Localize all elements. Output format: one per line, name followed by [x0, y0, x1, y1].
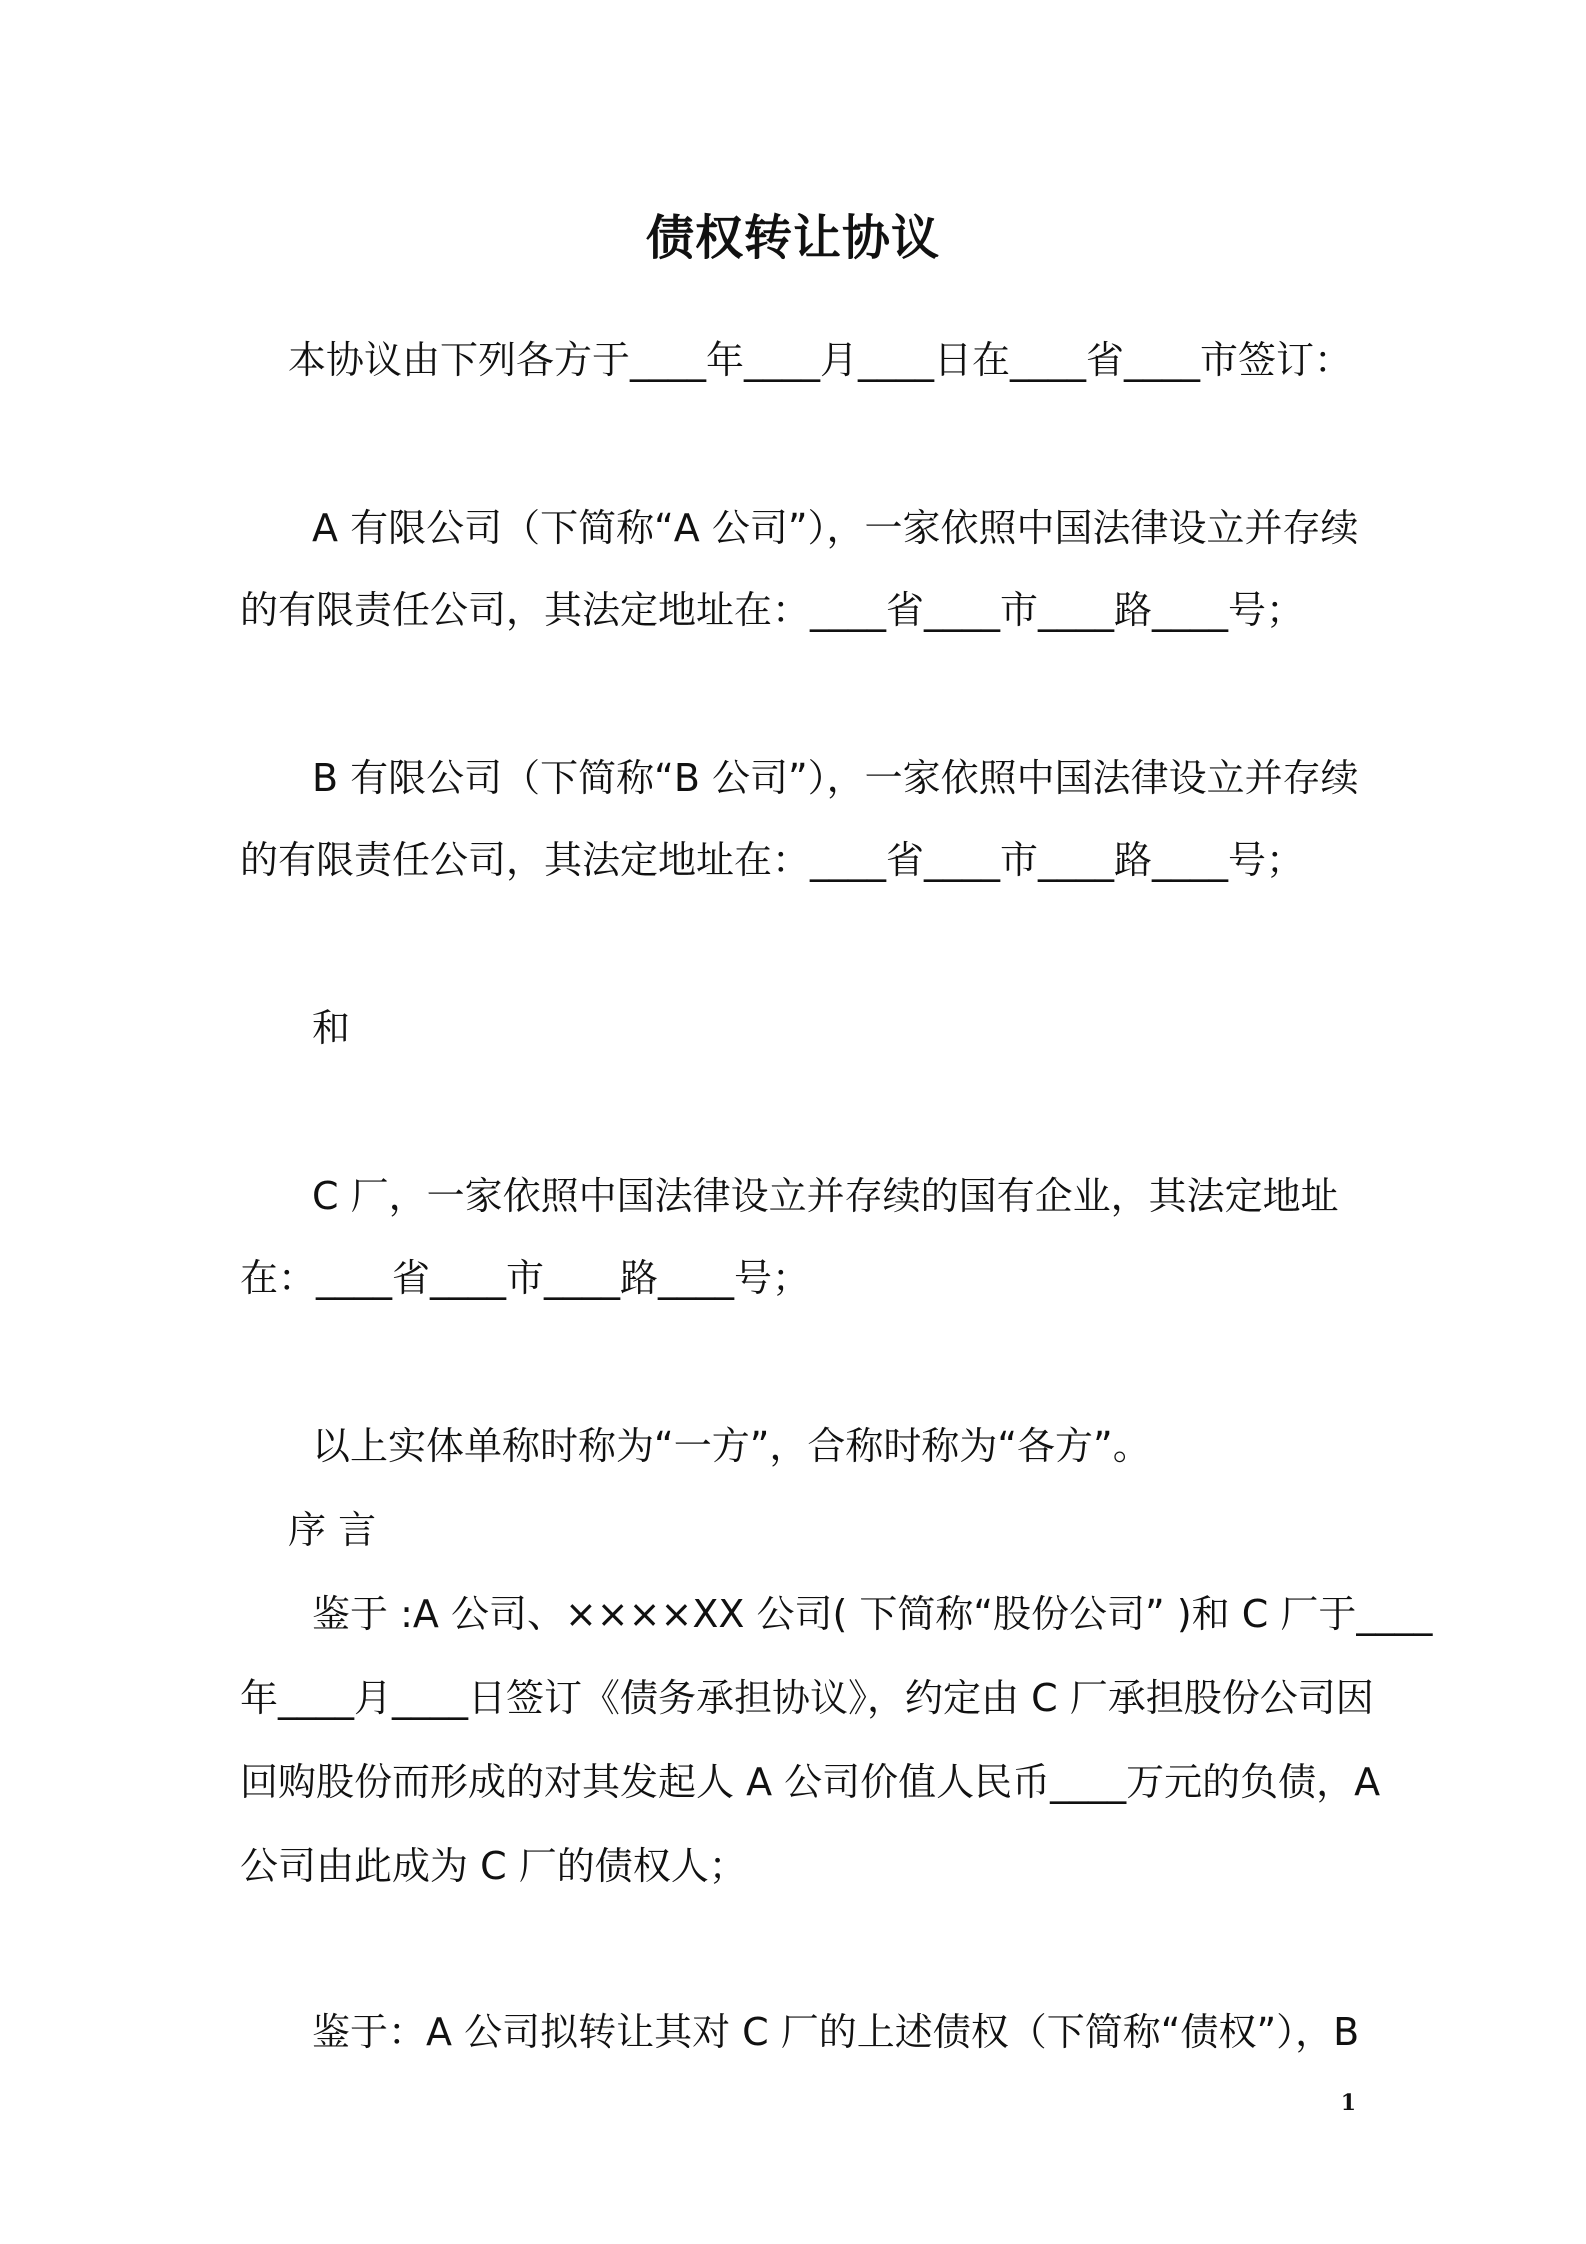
- whereas-1-line-4: 公司由此成为 C 厂的债权人；: [240, 1844, 747, 1888]
- party-a-line-2: 的有限责任公司，其法定地址在：____省____市____路____号；: [240, 588, 1305, 632]
- intro-line: 本协议由下列各方于____年____月____日在____省____市签订：: [288, 338, 1353, 382]
- party-a-line-1: A 有限公司（下简称“A 公司”），一家依照中国法律设立并存续: [312, 506, 1359, 550]
- conjunction-line: 和: [312, 1006, 351, 1050]
- party-b-line-2: 的有限责任公司，其法定地址在：____省____市____路____号；: [240, 838, 1305, 882]
- whereas-1-line-3: 回购股份而形成的对其发起人 A 公司价值人民币____万元的负债，A: [240, 1760, 1381, 1804]
- party-b-line-1: B 有限公司（下简称“B 公司”），一家依照中国法律设立并存续: [312, 756, 1359, 800]
- page-number: 1: [1340, 2090, 1356, 2116]
- definition-line: 以上实体单称时称为“一方”，合称时称为“各方”。: [312, 1424, 1151, 1468]
- whereas-1-line-2: 年____月____日签订《债务承担协议》，约定由 C 厂承担股份公司因: [240, 1676, 1374, 1720]
- party-c-line-1: C 厂，一家依照中国法律设立并存续的国有企业，其法定地址: [312, 1174, 1339, 1218]
- whereas-2-line-1: 鉴于：A 公司拟转让其对 C 厂的上述债权（下简称“债权”），B: [312, 2010, 1360, 2054]
- whereas-1-line-1: 鉴于 :A 公司、××××XX 公司( 下简称“股份公司” )和 C 厂于____: [312, 1592, 1433, 1636]
- party-c-line-2: 在：____省____市____路____号；: [240, 1256, 811, 1300]
- preamble-heading: 序 言: [288, 1508, 377, 1552]
- document-title: 债权转让协议: [645, 210, 940, 266]
